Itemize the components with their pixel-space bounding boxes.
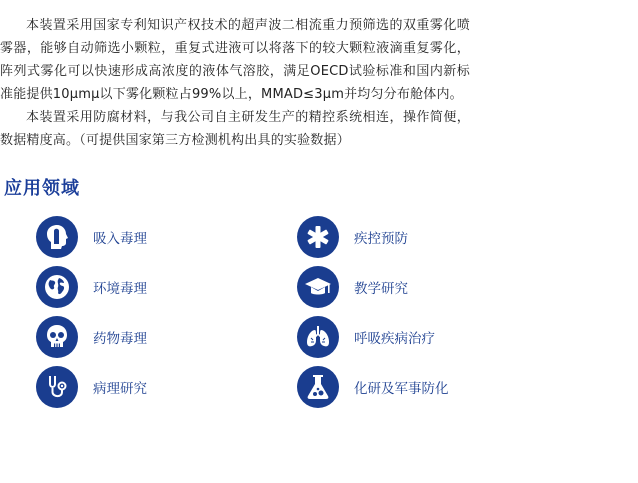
section-title: 应用领域	[4, 178, 80, 199]
head-profile-icon	[36, 216, 78, 258]
app-label: 吸入毒理	[93, 231, 147, 247]
globe-icon	[36, 266, 78, 308]
app-label: 病理研究	[93, 381, 147, 397]
intro-paragraph: 本装置采用国家专利知识产权技术的超声波二相流重力预筛选的双重雾化喷雾器，能够自动筛选小颗粒，重复式进液可以将落下的较大颗粒液滴重复雾化，阵列式雾化可以快速形成高浓度的液体气溶胶，满足OECD试验标准和国内新标准能提供10μmμ以下雾化颗粒占99%以上，MMAD≤3μm并均匀分布舱体内。	[0, 18, 470, 102]
app-label: 药物毒理	[93, 331, 147, 347]
stethoscope-icon	[36, 366, 78, 408]
lungs-icon	[297, 316, 339, 358]
app-item-teaching-research	[297, 266, 408, 308]
app-label: 呼吸疾病治疗	[354, 331, 435, 347]
app-item-pathology-research	[36, 366, 147, 408]
skull-icon	[36, 316, 78, 358]
app-label: 疾控预防	[354, 231, 408, 247]
intro-paragraph: 本装置采用防腐材料，与我公司自主研发生产的精控系统相连，操作简便，数据精度高。（可提供国家第三方检测机构出具的实验数据）	[0, 110, 470, 148]
graduation-cap-icon	[297, 266, 339, 308]
app-item-disease-control	[297, 216, 408, 258]
app-label: 环境毒理	[93, 281, 147, 297]
app-item-inhalation-toxicology	[36, 216, 147, 258]
app-label: 教学研究	[354, 281, 408, 297]
flask-icon	[297, 366, 339, 408]
app-item-drug-toxicology	[36, 316, 147, 358]
app-item-respiratory-treatment	[297, 316, 435, 358]
intro-text	[0, 14, 470, 152]
app-item-environmental-toxicology	[36, 266, 147, 308]
app-label: 化研及军事防化	[354, 381, 449, 397]
medical-asterisk-icon	[297, 216, 339, 258]
app-item-chemical-military-defense	[297, 366, 449, 408]
